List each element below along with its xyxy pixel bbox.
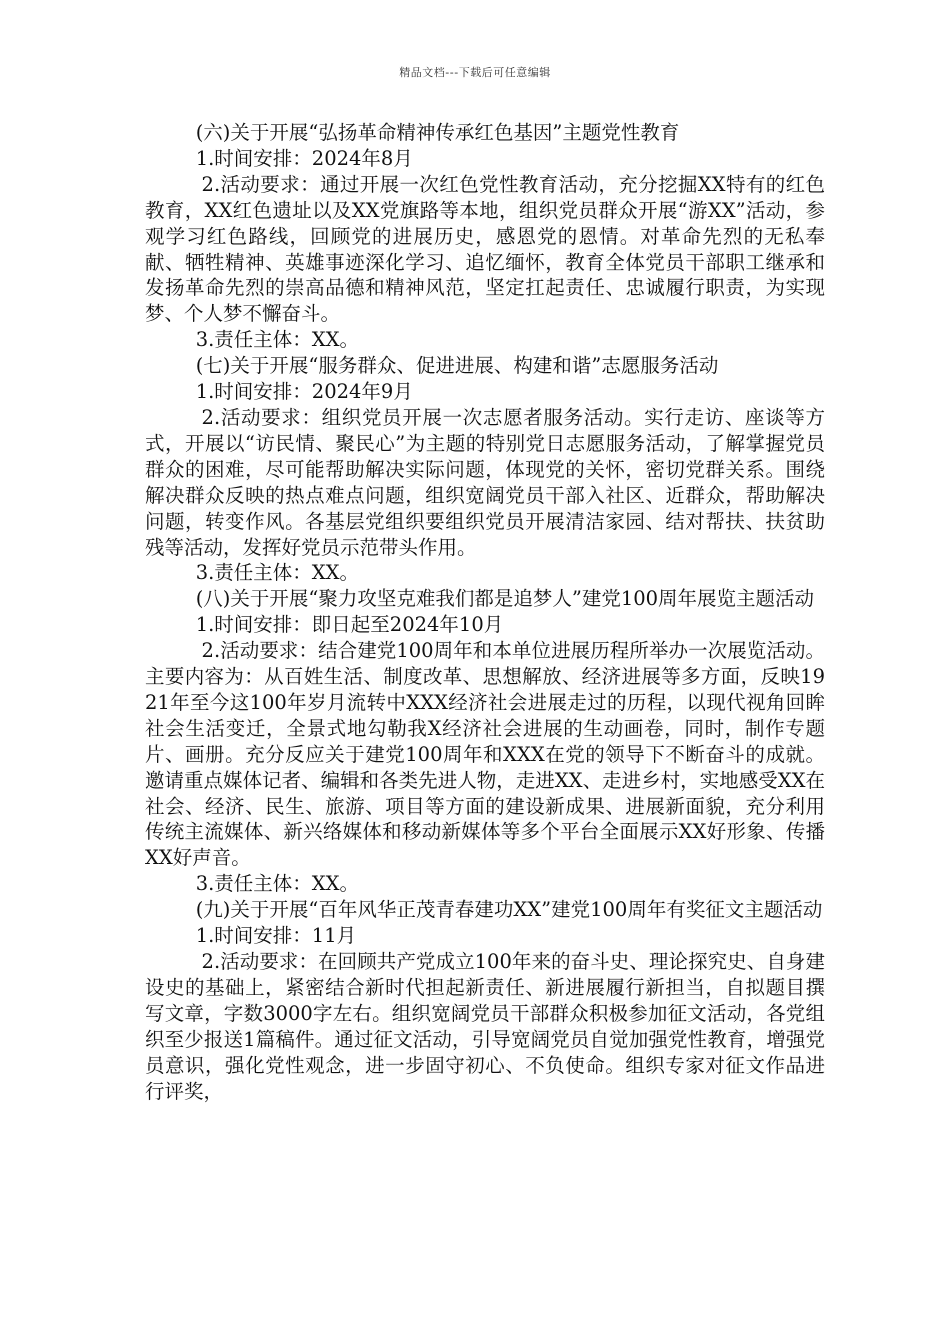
document-body (145, 120, 825, 1104)
activity-requirement-7: 2.活动要求：组织党员开展一次志愿者服务活动。实行走访、座谈等方式，开展以“访民情、聚民心”为主题的特别党日志愿服务活动，了解掌握党员群众的困难，尽可能帮助解决实际问题，体现党的关怀，密切党群关系。围绕解决群众反映的热点难点问题，组织宽阔党员干部入社区、近群众，帮助解决问题，转变作风。各基层党组织要组织党员开展清洁家园、结对帮扶、扶贫助残等活动，发挥好党员示范带头作用。 (145, 405, 825, 559)
activity-requirement-6: 2.活动要求：通过开展一次红色党性教育活动，充分挖掘XX特有的红色教育，XX红色遗址以及XX党旗路等本地，组织党员群众开展“游XX”活动，参观学习红色路线，回顾党的进展历史，感恩党的恩情。对革命先烈的无私奉献、牺牲精神、英雄事迹深化学习、追忆缅怀，教育全体党员干部职工继承和发扬革命先烈的崇高品德和精神风范，坚定扛起责任、忠诚履行职责，为实现梦、个人梦不懈奋斗。 (145, 172, 825, 326)
responsible-party-8: 3.责任主体：XX。 (195, 872, 360, 896)
section-heading-9: (九)关于开展“百年风华正茂青春建功XX”建党100周年有奖征文主题活动 (195, 898, 823, 922)
responsible-party-6: 3.责任主体：XX。 (195, 328, 360, 352)
page-header: 精品文档---下载后可任意编辑 (399, 66, 551, 79)
time-arrangement-6: 1.时间安排：2024年8月 (195, 146, 413, 170)
section-heading-6: (六)关于开展“弘扬革命精神传承红色基因”主题党性教育 (195, 121, 680, 144)
responsible-party-7: 3.责任主体：XX。 (195, 561, 360, 585)
time-arrangement-9: 1.时间安排：11月 (195, 924, 357, 948)
section-heading-7: (七)关于开展“服务群众、促进进展、构建和谐”志愿服务活动 (195, 354, 719, 378)
section-heading-8: (八)关于开展“聚力攻坚克难我们都是追梦人”建党100周年展览主题活动 (195, 587, 815, 611)
time-arrangement-7: 1.时间安排：2024年9月 (195, 380, 413, 404)
activity-requirement-8: 2.活动要求：结合建党100周年和本单位进展历程所举办一次展览活动。主要内容为：从百姓生活、制度改革、思想解放、经济进展等多方面，反映1921年至今这100年岁月流转中XXX经济社会进展走过的历程，以现代视角回眸社会生活变迁，全景式地勾勒我X经济社会进展的生动画卷，同时，制作专题片、画册。充分反应关于建党100周年和XXX在党的领导下不断奋斗的成就。邀请重点媒体记者、编辑和各类先进人物，走进XX、走进乡村，实地感受XX在社会、经济、民生、旅游、项目等方面的建设新成果、进展新面貌，充分利用传统主流媒体、新兴络媒体和移动新媒体等多个平台全面展示XX好形象、传播XX好声音。 (145, 639, 825, 870)
time-arrangement-8: 1.时间安排：即日起至2024年10月 (195, 613, 504, 637)
activity-requirement-9: 2.活动要求：在回顾共产党成立100年来的奋斗史、理论探究史、自身建设史的基础上，紧密结合新时代担起新责任、新进展履行新担当，自拟题目撰写文章，字数3000字左右。组织宽阔党员干部群众积极参加征文活动，各党组织至少报送1篇稿件。通过征文活动，引导宽阔党员自觉加强党性教育，增强党员意识，强化党性观念，进一步固守初心、不负使命。组织专家对征文作品进行评奖， (145, 950, 825, 1103)
